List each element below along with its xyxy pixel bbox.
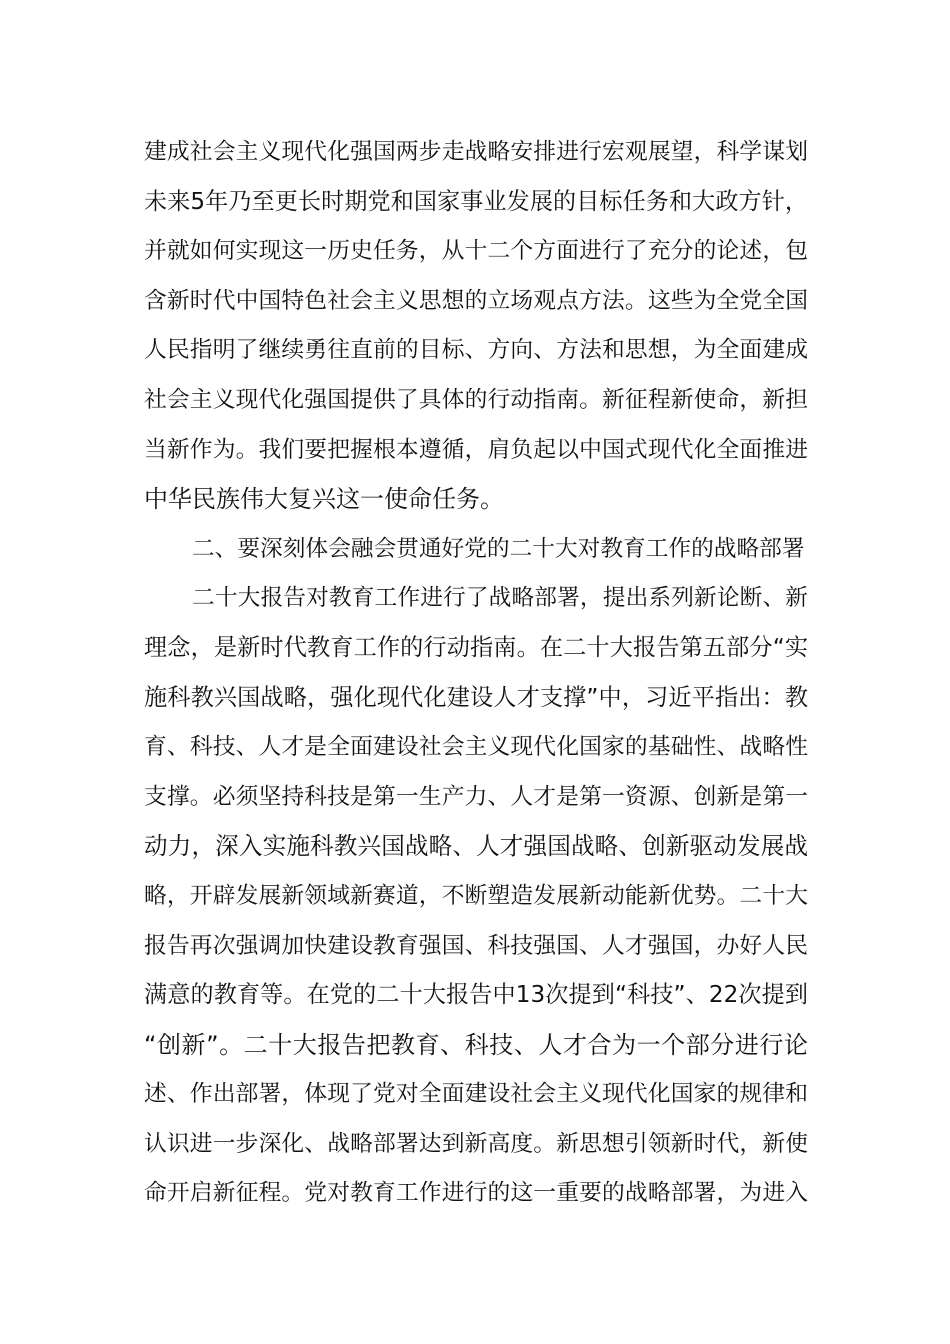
text-line: 未来5年乃至更长时期党和国家事业发展的目标任务和大政方针， xyxy=(144,188,808,215)
text-line: 理念，是新时代教育工作的行动指南。在二十大报告第五部分“实 xyxy=(144,634,808,661)
text-line: 人民指明了继续勇往直前的目标、方向、方法和思想，为全面建成 xyxy=(144,337,808,364)
text-line: 支撑。必须坚持科技是第一生产力、人才是第一资源、创新是第一 xyxy=(144,783,808,810)
text-line: 施科教兴国战略，强化现代化建设人才支撑”中，习近平指出：教 xyxy=(144,684,808,711)
text-line: 中华民族伟大复兴这一使命任务。 xyxy=(144,485,504,514)
body-text xyxy=(144,128,808,1219)
text-line: 动力，深入实施科教兴国战略、人才强国战略、创新驱动发展战 xyxy=(144,832,808,861)
text-line: 社会主义现代化强国提供了具体的行动指南。新征程新使命，新担 xyxy=(144,386,808,413)
text-line: 认识进一步深化、战略部署达到新高度。新思想引领新时代，新使 xyxy=(144,1130,808,1157)
text-line: 并就如何实现这一历史任务，从十二个方面进行了充分的论述，包 xyxy=(144,238,808,265)
text-line: 二十大报告对教育工作进行了战略部署，提出系列新论断、新 xyxy=(192,585,808,612)
text-line: 略，开辟发展新领域新赛道，不断塑造发展新动能新优势。二十大 xyxy=(144,882,808,909)
text-line: 育、科技、人才是全面建设社会主义现代化国家的基础性、战略性 xyxy=(144,734,808,761)
text-line: 报告再次强调加快建设教育强国、科技强国、人才强国，办好人民 xyxy=(144,932,808,959)
text-line: 命开启新征程。党对教育工作进行的这一重要的战略部署，为进入 xyxy=(144,1180,808,1207)
text-line: 满意的教育等。在党的二十大报告中13次提到“科技”、22次提到 xyxy=(144,982,808,1009)
text-line: 当新作为。我们要把握根本遵循，肩负起以中国式现代化全面推进 xyxy=(144,436,808,463)
text-line: “创新”。二十大报告把教育、科技、人才合为一个部分进行论 xyxy=(144,1030,808,1059)
text-line: 述、作出部署，体现了党对全面建设社会主义现代化国家的规律和 xyxy=(144,1081,808,1108)
text-line: 含新时代中国特色社会主义思想的立场观点方法。这些为全党全国 xyxy=(144,287,808,314)
section-heading: 二、要深刻体会融会贯通好党的二十大对教育工作的战略部署 xyxy=(192,535,805,562)
text-line: 建成社会主义现代化强国两步走战略安排进行宏观展望，科学谋划 xyxy=(144,139,808,165)
